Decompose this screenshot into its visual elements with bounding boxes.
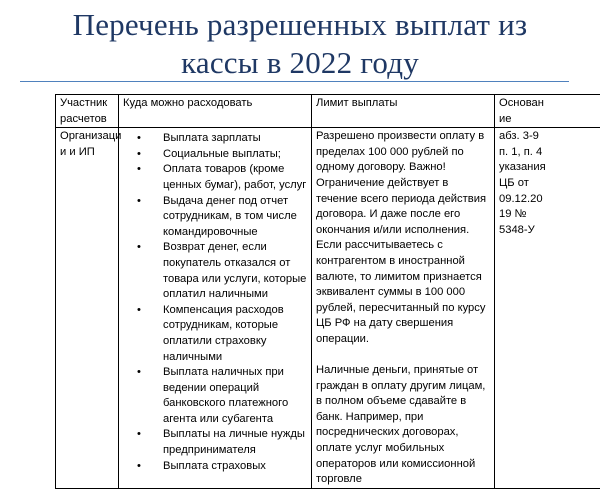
basis-text: абз. 3-9 п. 1, п. 4 указания ЦБ от 09.12.20 19 № 5348-У	[499, 129, 543, 238]
title-line-2: кассы в 2022 году	[0, 44, 600, 82]
bullet-icon: •	[137, 147, 141, 163]
bullet-icon: •	[137, 427, 141, 443]
bullet-icon: •	[137, 459, 141, 475]
bullet-icon: •	[137, 162, 141, 178]
bullet-icon: •	[137, 365, 141, 381]
list-item: • Выплата зарплаты	[163, 131, 307, 147]
header-basis	[495, 95, 600, 128]
list-item: • Возврат денег, если покупатель отказался от товара или услуги, которые оплатил наличными	[163, 240, 307, 302]
table-header-row	[56, 95, 600, 128]
header-limit: Лимит выплаты	[312, 95, 495, 128]
title-line-1: Перечень разрешенных выплат из	[0, 6, 600, 44]
header-basis-text: Основан ие	[499, 96, 543, 127]
list-item: • Выплаты на личные нужды предпринимателя	[163, 427, 307, 458]
bullet-icon: •	[137, 194, 141, 210]
limit-paragraph-2: Наличные деньги, принятые от граждан в оплату другим лицам, в полном объеме сдавайте в банк. Например, при посреднических договорах, оплате услуг мобильных операторов или комиссионной торговле	[316, 363, 490, 488]
limit-paragraph-1: Разрешено произвести оплату в пределах 100 000 рублей по одному договору. Важно! Ограничение действует в течение всего периода действия договора. И даже после его окончания и/или исполнения. Если рассчитываетесь с контрагентом в иностранной валюте, то лимитом признается эквивалент суммы в 100 000 рублей, пересчитанный по курсу ЦБ РФ на дату свершения операции.	[316, 129, 490, 347]
header-participants: Участник расчетов	[56, 95, 119, 128]
cell-limit	[312, 128, 495, 489]
payments-table	[55, 94, 600, 489]
cell-participants: Организаци и и ИП	[56, 128, 119, 489]
bullet-icon: •	[137, 303, 141, 319]
list-item: • Оплата товаров (кроме ценных бумаг), работ, услуг	[163, 162, 307, 193]
list-item: • Выдача денег под отчет сотрудникам, в том числе командировочные	[163, 194, 307, 241]
list-item: • Выплата страховых	[163, 459, 307, 475]
title-divider	[20, 81, 569, 82]
cell-basis	[495, 128, 600, 489]
bullet-icon: •	[137, 240, 141, 256]
list-item: • Выплата наличных при ведении операций банковского платежного агента или субагента	[163, 365, 307, 427]
header-spending: Куда можно расходовать	[119, 95, 312, 128]
bullet-icon: •	[137, 131, 141, 147]
document-title	[0, 6, 600, 82]
table-row	[56, 128, 600, 489]
spending-list	[123, 131, 307, 474]
cell-spending	[119, 128, 312, 489]
list-item: • Социальные выплаты;	[163, 147, 307, 163]
list-item: • Компенсация расходов сотрудникам, которые оплатили страховку наличными	[163, 303, 307, 365]
